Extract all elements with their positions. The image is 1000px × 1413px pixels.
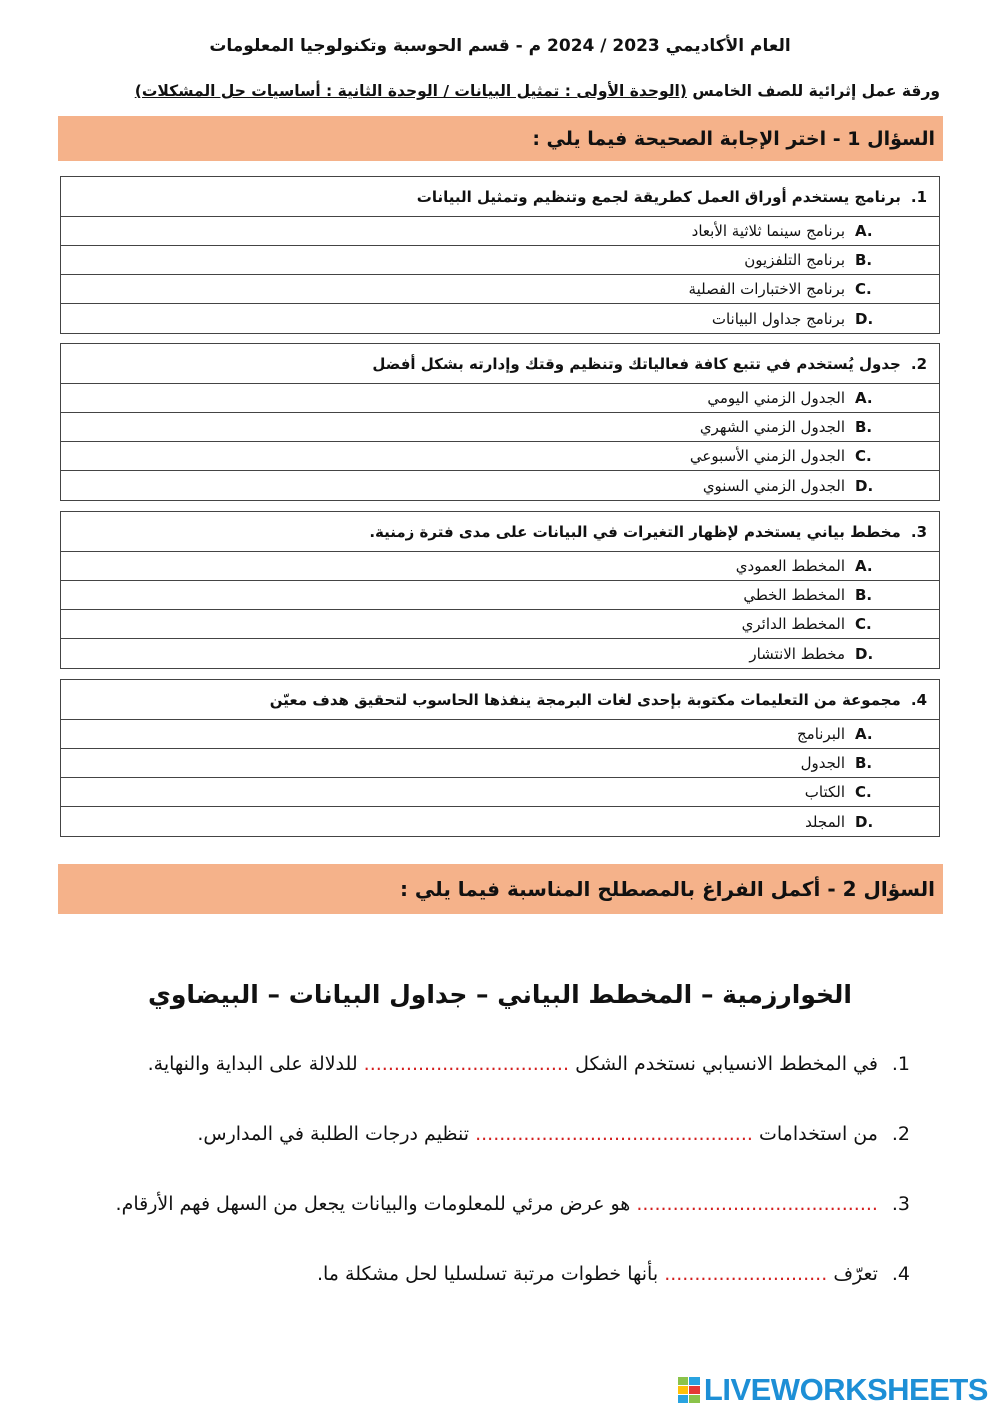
question-text: مجموعة من التعليمات مكتوبة بإحدى لغات البرمجة ينفذها الحاسوب لتحقيق هدف معيّن (269, 690, 901, 709)
option-letter: A. (855, 557, 873, 575)
item-text-before: في المخطط الانسيابي نستخدم الشكل (575, 1053, 878, 1075)
question-text: مخطط بياني يستخدم لإظهار التغيرات في البيانات على مدى فترة زمنية. (369, 522, 901, 541)
option-letter: B. (855, 754, 873, 772)
item-text-after: بأنها خطوات مرتبة تسلسليا لحل مشكلة ما. (316, 1263, 659, 1285)
question-number: 3. (910, 522, 927, 541)
question-4-header (61, 680, 939, 720)
option-text: المخطط الدائري (741, 615, 845, 633)
item-text-before: من استخدامات (758, 1123, 878, 1145)
item-number: 2. (891, 1123, 910, 1145)
option-c[interactable] (61, 442, 939, 471)
liveworksheets-logo (678, 1372, 988, 1408)
blank-field-2[interactable]: .............................................. (475, 1123, 753, 1145)
option-a[interactable] (61, 384, 939, 413)
option-a[interactable] (61, 217, 939, 246)
question-1 (60, 176, 940, 334)
option-d[interactable] (61, 639, 939, 668)
section1-title: السؤال 1 - اختر الإجابة الصحيحة فيما يلي : (58, 116, 943, 161)
option-a[interactable] (61, 552, 939, 581)
question-text: برنامج يستخدم أوراق العمل كطريقة لجمع وتنظيم وتمثيل البيانات (416, 187, 901, 206)
fill-item-1 (148, 1053, 910, 1075)
option-d[interactable] (61, 807, 939, 836)
option-text: برنامج التلفزيون (744, 251, 845, 269)
option-d[interactable] (61, 304, 939, 333)
option-letter: D. (855, 309, 874, 328)
blank-field-4[interactable]: ........................... (664, 1263, 828, 1285)
fill-item-4 (317, 1263, 910, 1285)
subtitle-prefix: ورقة عمل إثرائية للصف الخامس (692, 82, 940, 100)
option-text: الجدول (800, 754, 845, 772)
option-letter: C. (855, 783, 872, 801)
question-3-header (61, 512, 939, 552)
question-2 (60, 343, 940, 501)
question-text: جدول يُستخدم في تتبع كافة فعالياتك وتنظيم وقتك وإدارته بشكل أفضل (372, 354, 901, 373)
option-c[interactable] (61, 275, 939, 304)
question-number: 1. (910, 187, 927, 206)
option-text: برنامج الاختبارات الفصلية (688, 280, 845, 298)
option-letter: B. (855, 586, 873, 604)
subtitle-units: (الوحدة الأولى : تمثيل البيانات / الوحدة الثانية : أساسيات حل المشكلات) (134, 82, 687, 100)
option-text: الجدول الزمني الشهري (699, 418, 845, 436)
option-letter: A. (855, 725, 873, 743)
question-number: 2. (910, 354, 927, 373)
liveworksheets-logo-icon (678, 1377, 700, 1403)
fill-item-3 (116, 1193, 910, 1215)
blank-field-1[interactable]: .................................. (363, 1053, 570, 1075)
option-b[interactable] (61, 413, 939, 442)
option-text: مخطط الانتشار (749, 644, 845, 663)
option-letter: B. (855, 418, 873, 436)
option-text: الجدول الزمني الأسبوعي (689, 447, 845, 465)
question-1-header (61, 177, 939, 217)
item-text-after: هو عرض مرئي للمعلومات والبيانات يجعل من السهل فهم الأرقام. (115, 1193, 631, 1215)
option-letter: A. (855, 222, 873, 240)
option-text: الكتاب (804, 783, 845, 801)
item-number: 3. (891, 1193, 910, 1215)
option-c[interactable] (61, 778, 939, 807)
item-text-after: للدلالة على البداية والنهاية. (147, 1053, 358, 1075)
term-bank: الخوارزمية – المخطط البياني – جداول البيانات – البيضاوي (147, 980, 853, 1009)
question-4 (60, 679, 940, 837)
option-text: المخطط الخطي (743, 586, 845, 604)
option-text: البرنامج (796, 725, 845, 743)
option-letter: C. (855, 447, 872, 465)
option-letter: C. (855, 615, 872, 633)
option-b[interactable] (61, 246, 939, 275)
option-text: الجدول الزمني اليومي (707, 389, 845, 407)
option-a[interactable] (61, 720, 939, 749)
question-2-header (61, 344, 939, 384)
option-text: المخطط العمودي (735, 557, 845, 575)
option-b[interactable] (61, 581, 939, 610)
option-letter: D. (855, 476, 874, 495)
question-number: 4. (910, 690, 927, 709)
option-letter: A. (855, 389, 873, 407)
option-letter: B. (855, 251, 873, 269)
option-letter: D. (855, 812, 874, 831)
item-text-after: تنظيم درجات الطلبة في المدارس. (197, 1123, 470, 1145)
logo-text: LIVEWORKSHEETS (703, 1372, 988, 1407)
section2-title: السؤال 2 - أكمل الفراغ بالمصطلح المناسبة فيما يلي : (58, 864, 943, 914)
option-letter: C. (855, 280, 872, 298)
blank-field-3[interactable]: ........................................ (636, 1193, 878, 1215)
option-d[interactable] (61, 471, 939, 500)
item-number: 1. (891, 1053, 910, 1075)
item-text-before: تعرّف (833, 1263, 878, 1285)
page-title: العام الأكاديمي 2023 / 2024 م - قسم الحوسبة وتكنولوجيا المعلومات (209, 36, 791, 56)
option-text: برنامج جداول البيانات (711, 309, 845, 328)
option-text: برنامج سينما ثلاثية الأبعاد (691, 222, 845, 240)
option-letter: D. (855, 644, 874, 663)
option-b[interactable] (61, 749, 939, 778)
item-number: 4. (891, 1263, 910, 1285)
question-3 (60, 511, 940, 669)
option-c[interactable] (61, 610, 939, 639)
option-text: الجدول الزمني السنوي (702, 476, 845, 495)
worksheet-subtitle (60, 82, 940, 100)
fill-item-2 (197, 1123, 910, 1145)
option-text: المجلد (805, 812, 845, 831)
